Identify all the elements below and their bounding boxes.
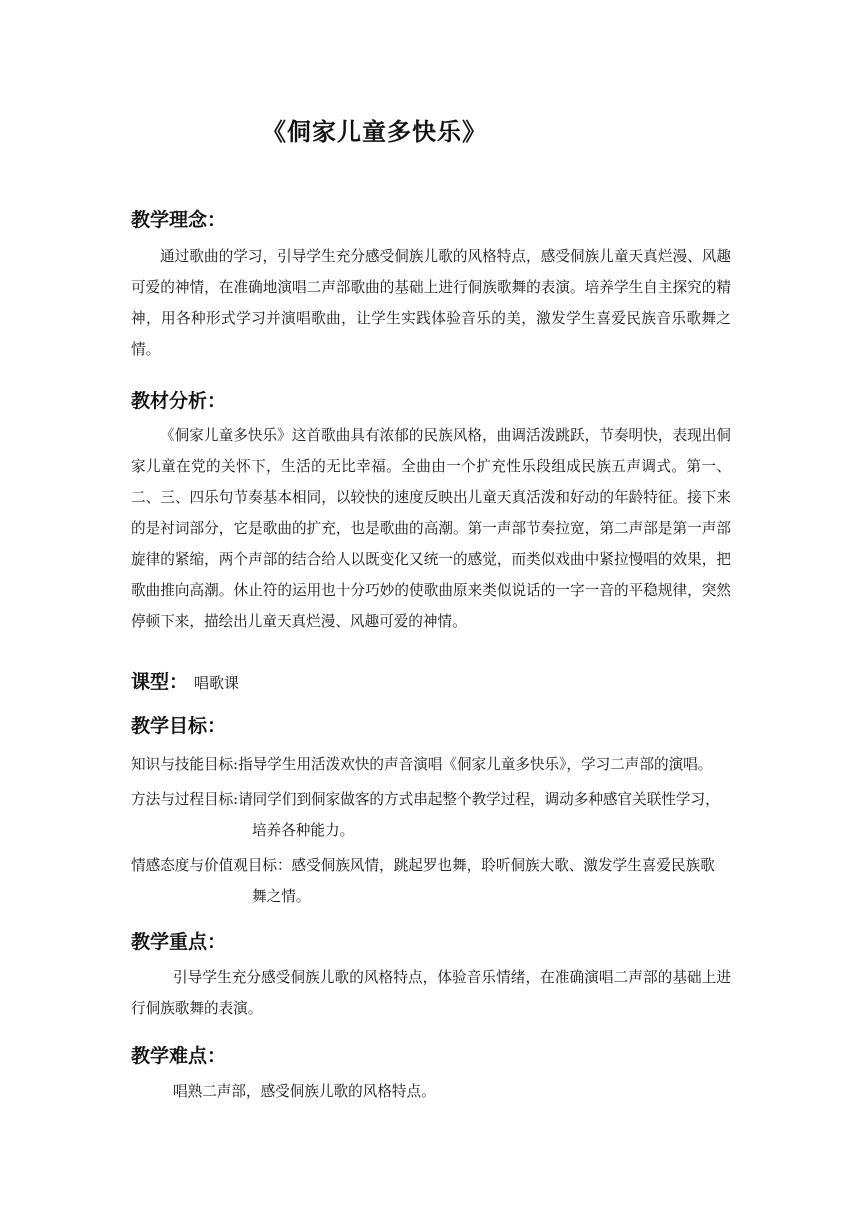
difficulties-text: 唱熟二声部，感受侗族儿歌的风格特点。 [173,1083,436,1100]
concept-text: 通过歌曲的学习，引导学生充分感受侗族儿歌的风格特点，感受侗族儿童天真烂漫、风趣可爱的神情，在准确地演唱二声部歌曲的基础上进行侗族歌舞的表演。培养学生自主探究的精神，用各种形式学习并演唱歌曲，让学生实践体验音乐的美，激发学生喜爱民族音乐歌舞之情。 [131,248,731,358]
lesson-type-value: 唱歌课 [194,674,240,692]
difficulties-heading: 教学难点： [131,1045,227,1067]
goal-item [131,850,731,912]
document-title: 《侗家儿童多快乐》 [262,118,487,146]
lesson-type-row [131,667,239,694]
goal-item-continuation: 舞之情。 [252,888,311,905]
goals-heading: 教学目标： [131,715,227,737]
concept-heading: 教学理念： [131,209,227,231]
analysis-heading: 教材分析： [131,390,227,412]
goal-item [131,749,731,780]
analysis-text: 《侗家儿童多快乐》这首歌曲具有浓郁的民族风格，曲调活泼跳跃，节奏明快，表现出侗家儿童在党的关怀下，生活的无比幸福。全曲由一个扩充性乐段组成民族五声调式。第一、二、三、四乐句节奏基本相同，以较快的速度反映出儿童天真活泼和好动的年龄特征。接下来的是衬词部分，它是歌曲的扩充，也是歌曲的高潮。第一声部节奏拉宽，第二声部是第一声部旋律的紧缩，两个声部的结合给人以既变化又统一的感觉，而类似戏曲中紧拉慢唱的效果，把歌曲推向高潮。休止符的运用也十分巧妙的使歌曲原来类似说话的一字一音的平稳规律，突然停顿下来，描绘出儿童天真烂漫、风趣可爱的神情。 [131,427,731,630]
goal-item-continuation: 培养各种能力。 [252,822,355,839]
goal-item-text: 知识与技能目标:指导学生用活泼欢快的声音演唱《侗家儿童多快乐》，学习二声部的演唱。 [131,756,713,773]
goal-item [131,784,731,846]
goal-item-text: 方法与过程目标:请同学们到侗家做客的方式串起整个教学过程，调动多种感官关联性学习， [131,791,720,808]
goal-item-text: 情感态度与价值观目标：感受侗族风情，跳起罗也舞，聆听侗族大歌、激发学生喜爱民族歌 [131,857,715,874]
key-points-text: 引导学生充分感受侗族儿歌的风格特点，体验音乐情绪，在准确演唱二声部的基础上进行侗族歌舞的表演。 [131,969,731,1017]
lesson-type-heading: 课型： [131,671,189,693]
key-points-heading: 教学重点： [131,931,227,953]
